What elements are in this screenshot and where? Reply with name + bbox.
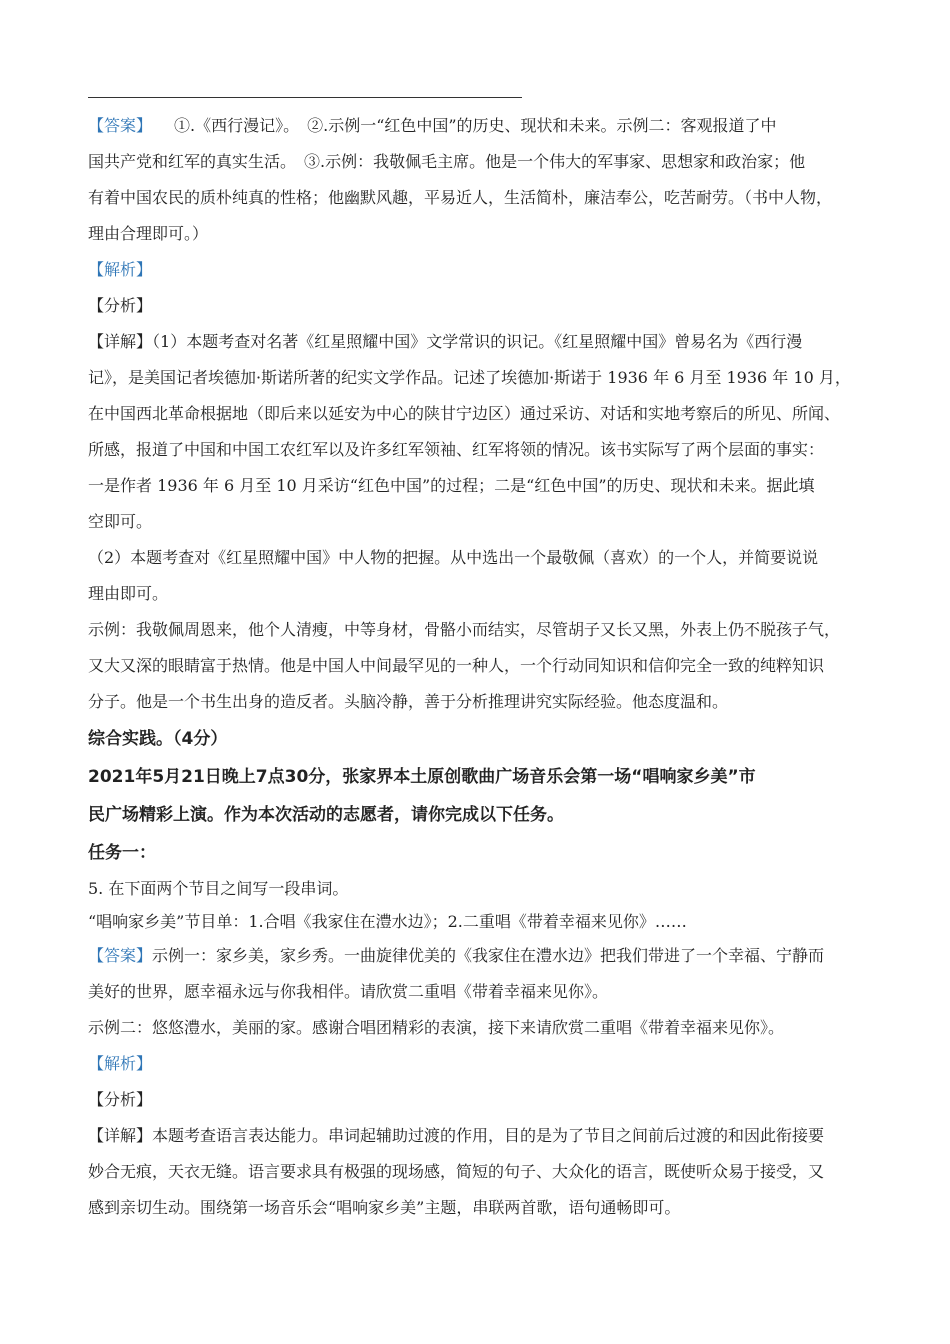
answer-tag: 【答案】 [88,116,153,135]
header-rule [88,97,522,98]
answer-text: ①.《西行漫记》。 ②.示例一“红色中国”的历史、现状和未来。示例二：客观报道了中 [174,116,777,135]
section-intro: 2021年5月21日晚上7点30分，张家界本土原创歌曲广场音乐会第一场“唱响家乡美”市 [88,767,756,787]
analysis-tag: 【解析】 [88,1054,153,1073]
detail-line: 空即可。 [88,512,153,531]
detail-1 [88,324,878,360]
answer-tag: 【答案】 [88,946,153,965]
answer-1-line: 理由合理即可。） [88,224,209,243]
detail-line: 理由即可。 [88,584,169,603]
detail-text: 本题考查语言表达能力。串词起辅助过渡的作用，目的是为了节目之间前后过渡的和因此衔接要 [152,1126,825,1145]
document-body [88,108,878,1226]
detail-line: 妙合无痕，天衣无缝。语言要求具有极强的现场感，简短的句子、大众化的语言，既使听众易于接受，又 [88,1162,825,1181]
program-list: “唱响家乡美”节目单：1.合唱《我家住在澧水边》；2.二重唱《带着幸福来见你》…… [88,912,687,931]
question-5 [88,872,878,905]
detail-5 [88,1118,878,1154]
detail-tag: 【详解】 [88,1126,153,1145]
detail-line: 感到亲切生动。围绕第一场音乐会“唱响家乡美”主题，串联两首歌，语句通畅即可。 [88,1198,681,1217]
answer-5-line: 美好的世界，愿幸福永远与你我相伴。请欣赏二重唱《带着幸福来见你》。 [88,982,609,1001]
detail-line: 一是作者 1936 年 6 月至 10 月采访“红色中国”的过程；二是“红色中国”的历史、现状和未来。据此填 [88,476,815,495]
analysis-tag: 【解析】 [88,260,153,279]
detail-tag: 【详解】 [88,332,153,351]
detail-line: 分子。他是一个书生出身的造反者。头脑冷静，善于分析推理讲究实际经验。他态度温和。 [88,692,729,711]
detail-line: 记》，是美国记者埃德加·斯诺所著的纪实文学作品。记述了埃德加·斯诺于 1936 年 6 月至 1936 年 10 月， [88,368,851,387]
question-number: 5. [88,879,104,898]
fenxi-tag: 【分析】 [88,296,153,315]
answer-text: 示例一：家乡美，家乡秀。一曲旋律优美的《我家住在澧水边》把我们带进了一个幸福、宁静而 [152,946,825,965]
detail-line: 示例：我敬佩周恩来，他个人清瘦，中等身材，骨骼小而结实，尽管胡子又长又黑，外表上仍不脱孩子气， [88,620,841,639]
detail-line: （2）本题考查对《红星照耀中国》中人物的把握。从中选出一个最敬佩（喜欢）的一个人，并简要说说 [88,548,819,567]
answer-5 [88,938,878,974]
detail-line: 所感，报道了中国和中国工农红军以及许多红军领袖、红军将领的情况。该书实际写了两个层面的事实： [88,440,825,459]
question-text: 在下面两个节目之间写一段串词。 [108,879,349,898]
task-heading: 任务一： [88,843,156,863]
detail-line: 在中国西北革命根据地（即后来以延安为中心的陕甘宁边区）通过采访、对话和实地考察后的所见、所闻、 [88,404,841,423]
fenxi-tag: 【分析】 [88,1090,153,1109]
detail-text: （1）本题考查对名著《红星照耀中国》文学常识的识记。《红星照耀中国》曾易名为《西行漫 [152,332,803,351]
answer-1-line: 国共产党和红军的真实生活。 ③.示例：我敬佩毛主席。他是一个伟大的军事家、思想家和政治家；他 [88,152,806,171]
section-intro: 民广场精彩上演。作为本次活动的志愿者，请你完成以下任务。 [88,805,564,825]
answer-1 [88,108,878,144]
answer-5-line: 示例二：悠悠澧水，美丽的家。感谢合唱团精彩的表演，接下来请欣赏二重唱《带着幸福来见你》。 [88,1018,785,1037]
answer-1-line: 有着中国农民的质朴纯真的性格；他幽默风趣，平易近人，生活简朴，廉洁奉公，吃苦耐劳。（书中人物， [88,188,833,207]
section-heading: 综合实践。（4分） [88,729,228,749]
detail-line: 又大又深的眼睛富于热情。他是中国人中间最罕见的一种人，一个行动同知识和信仰完全一致的纯粹知识 [88,656,825,675]
